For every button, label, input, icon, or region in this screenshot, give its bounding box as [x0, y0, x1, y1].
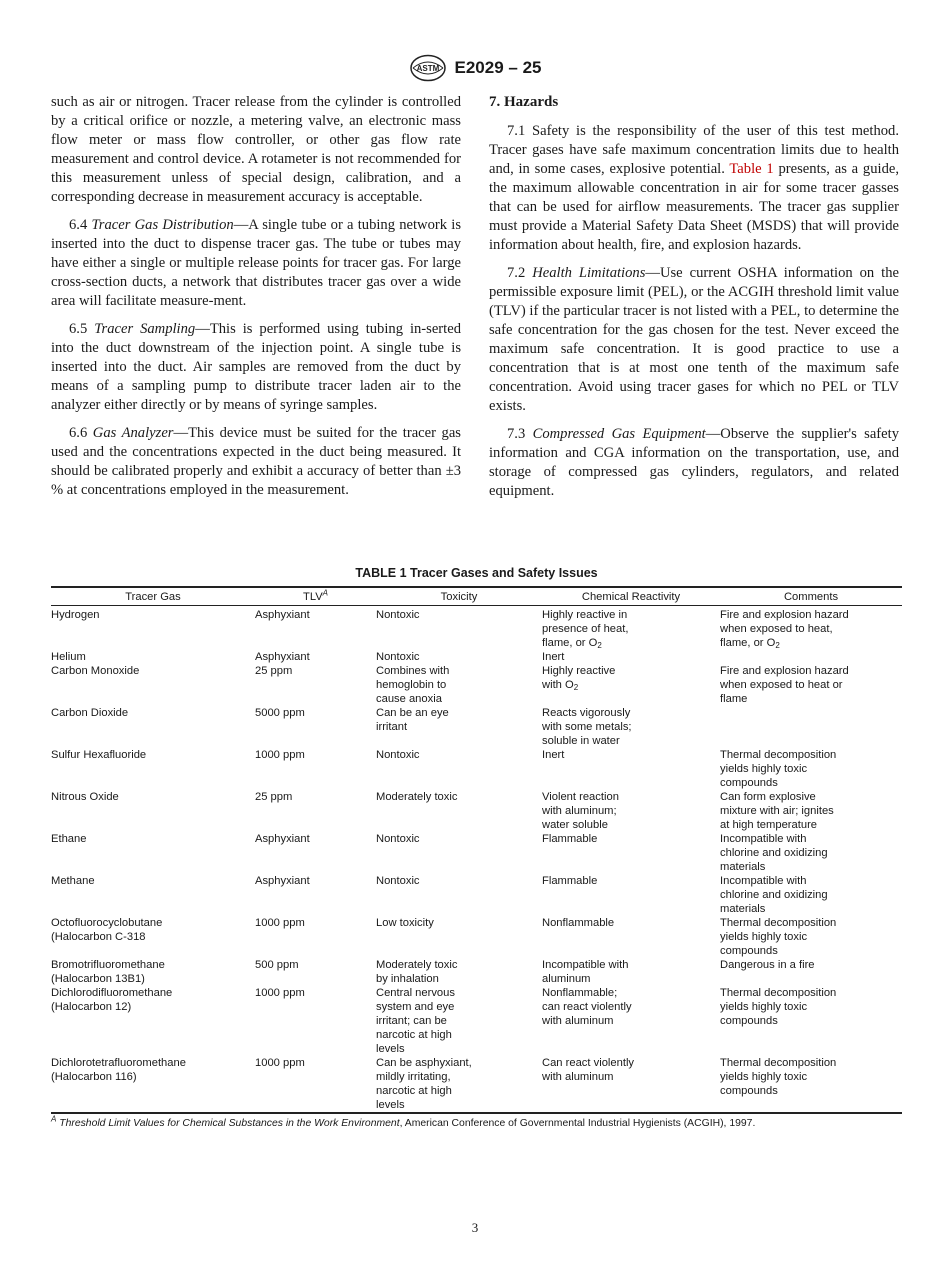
cell-toxicity — [376, 916, 542, 958]
cell-tracer-gas-text: Bromotrifluoromethane (Halocarbon 13B1) — [51, 959, 165, 985]
cell-tlv-text: Asphyxiant — [255, 833, 310, 845]
table-1-link[interactable]: Table 1 — [729, 161, 774, 177]
cell-tracer-gas-text: Helium — [51, 651, 86, 663]
cell-comments-text: Dangerous in a fire — [720, 959, 815, 971]
cell-tracer-gas-text: Methane — [51, 875, 95, 887]
table-row — [51, 748, 902, 790]
cell-tlv-text: Asphyxiant — [255, 609, 310, 621]
cell-chemical-reactivity — [542, 1056, 720, 1113]
cell-toxicity-text: Low toxicity — [376, 917, 434, 929]
table-row — [51, 1056, 902, 1113]
cell-chemical-reactivity-text: Incompatible with aluminum — [542, 959, 629, 985]
cell-chemical-reactivity — [542, 958, 720, 986]
section-text: —Observe the supplier's safety information and CGA information on the transportation, use, and storage of compressed gas cylinders, regulators, and related equipment. — [489, 426, 899, 499]
cell-tracer-gas — [51, 832, 255, 874]
cell-comments-text: Fire and explosion hazard when exposed to heat, flame, or O — [720, 609, 849, 649]
section-number: 6.6 — [69, 425, 88, 441]
table-row — [51, 874, 902, 916]
cell-tracer-gas — [51, 664, 255, 706]
cell-toxicity-text: Nontoxic — [376, 875, 420, 887]
cell-chemical-reactivity-text: Can react violently with aluminum — [542, 1057, 635, 1083]
cell-comments-text: Fire and explosion hazard when exposed to heat or flame — [720, 665, 849, 705]
cell-chemical-reactivity — [542, 606, 720, 651]
cell-toxicity-text: Moderately toxic by inhalation — [376, 959, 458, 985]
cell-tracer-gas-text: Carbon Monoxide — [51, 665, 140, 677]
cell-tlv — [255, 874, 376, 916]
cell-tracer-gas-text: Hydrogen — [51, 609, 100, 621]
cell-tlv — [255, 958, 376, 986]
cell-chemical-reactivity — [542, 986, 720, 1056]
paragraph-6-6 — [51, 424, 461, 500]
document-id: E2029 – 25 — [454, 58, 542, 77]
cell-toxicity — [376, 958, 542, 986]
cell-toxicity — [376, 706, 542, 748]
svg-text:ASTM: ASTM — [416, 64, 439, 73]
cell-comments — [720, 832, 902, 874]
cell-chemical-reactivity-text: Highly reactive with O — [542, 665, 616, 691]
cell-comments — [720, 958, 902, 986]
cell-chemical-reactivity — [542, 916, 720, 958]
cell-tlv-text: 1000 ppm — [255, 749, 305, 761]
footnote-title: Threshold Limit Values for Chemical Substances in the Work Environment — [59, 1118, 400, 1129]
paragraph-7-2 — [489, 264, 899, 416]
cell-tracer-gas — [51, 916, 255, 958]
cell-tracer-gas — [51, 706, 255, 748]
cell-chemical-reactivity — [542, 650, 720, 664]
cell-toxicity — [376, 606, 542, 651]
cell-comments — [720, 1056, 902, 1113]
cell-comments-text: Thermal decomposition yields highly toxic compounds — [720, 749, 837, 789]
cell-tracer-gas — [51, 1056, 255, 1113]
cell-comments-text: Incompatible with chlorine and oxidizing materials — [720, 833, 828, 873]
cell-tlv-text: Asphyxiant — [255, 651, 310, 663]
table-row — [51, 650, 902, 664]
table-body — [51, 606, 902, 1114]
cell-tlv — [255, 986, 376, 1056]
cell-tlv-text: 5000 ppm — [255, 707, 305, 719]
cell-toxicity-text: Can be an eye irritant — [376, 707, 449, 733]
subscript: 2 — [775, 641, 780, 650]
cell-tlv — [255, 832, 376, 874]
section-title: Gas Analyzer — [92, 425, 174, 441]
cell-tracer-gas-text: Dichlorotetrafluoromethane (Halocarbon 116) — [51, 1057, 186, 1083]
cell-toxicity — [376, 748, 542, 790]
cell-toxicity — [376, 1056, 542, 1113]
section-title: Health Limitations — [532, 265, 646, 281]
cell-comments-text: Thermal decomposition yields highly toxic compounds — [720, 987, 837, 1027]
cell-comments — [720, 916, 902, 958]
cell-tracer-gas-text: Octofluorocyclobutane (Halocarbon C-318 — [51, 917, 163, 943]
cell-comments — [720, 706, 902, 748]
cell-toxicity-text: Nontoxic — [376, 609, 420, 621]
section-text: presents, as a guide, the maximum allowable concentration in air for some tracer gasses that can be used for airflow measurements. The tracer gas supplier must provide a Material Safety Data Sheet (MSDS) that will provide information about health, fire, and explosion hazards. — [489, 161, 900, 253]
cell-chemical-reactivity — [542, 748, 720, 790]
tracer-gas-table-section — [51, 566, 902, 1129]
cell-tlv-text: 1000 ppm — [255, 917, 305, 929]
cell-chemical-reactivity — [542, 874, 720, 916]
cell-toxicity — [376, 874, 542, 916]
cell-toxicity-text: Central nervous system and eye irritant; can be narcotic at high levels — [376, 987, 455, 1055]
cell-tracer-gas-text: Sulfur Hexafluoride — [51, 749, 147, 761]
section-number: 6.4 — [69, 217, 88, 233]
cell-chemical-reactivity-text: Inert — [542, 749, 565, 761]
subscript: 2 — [597, 641, 602, 650]
cell-toxicity-text: Nontoxic — [376, 651, 420, 663]
column-header-tracer-gas: Tracer Gas — [51, 587, 255, 606]
cell-chemical-reactivity-text: Inert — [542, 651, 565, 663]
cell-tlv-text: 25 ppm — [255, 791, 293, 803]
left-column — [51, 93, 461, 509]
cell-tracer-gas — [51, 790, 255, 832]
table-row — [51, 790, 902, 832]
section-text: —A single tube or a tubing network is inserted into the duct to dispense tracer gas. The tube or tubes may have either a single or multiple release points for tracer gas. For large cross-section ducts, a network that distributes tracer gas over a wide area will facilitate measure-ment. — [51, 217, 462, 309]
right-column — [489, 93, 899, 510]
paragraph-6-5 — [51, 320, 461, 415]
cell-tlv — [255, 706, 376, 748]
subscript: 2 — [573, 683, 579, 692]
table-header-row — [51, 587, 902, 606]
footnote-marker: A — [51, 1114, 57, 1124]
cell-toxicity-text: Combines with hemoglobin to cause anoxia — [376, 665, 450, 705]
paragraph-7-1 — [489, 122, 899, 255]
table-row — [51, 706, 902, 748]
cell-comments — [720, 650, 902, 664]
cell-comments — [720, 790, 902, 832]
cell-comments-text: Thermal decomposition yields highly toxic compounds — [720, 917, 837, 957]
cell-toxicity — [376, 790, 542, 832]
cell-chemical-reactivity — [542, 790, 720, 832]
cell-comments-text: Thermal decomposition yields highly toxic compounds — [720, 1057, 837, 1097]
cell-chemical-reactivity-text: Flammable — [542, 833, 598, 845]
cell-chemical-reactivity-text: Nonflammable — [542, 917, 615, 929]
cell-comments-text: Incompatible with chlorine and oxidizing materials — [720, 875, 828, 915]
cell-tlv-text: 1000 ppm — [255, 987, 305, 999]
cell-tlv — [255, 606, 376, 651]
table-row — [51, 916, 902, 958]
section-heading-hazards: 7. Hazards — [489, 94, 559, 110]
footnote-text: , American Conference of Governmental Industrial Hygienists (ACGIH), 1997. — [399, 1118, 756, 1129]
cell-comments — [720, 874, 902, 916]
cell-toxicity-text: Can be asphyxiant, mildly irritating, narcotic at high levels — [376, 1057, 472, 1111]
paragraph-6-4 — [51, 216, 461, 311]
cell-tlv-text: 25 ppm — [255, 665, 293, 677]
paragraph-6-3-continuation: such as air or nitrogen. Tracer release from the cylinder is controlled by a critical orifice or nozzle, a metering valve, an electronic mass flow meter or mass flow controller, or other gas flow rate measurement and control device. A rotameter is not recommended for this measurement unless of special design, calibration, and a corresponding decrease in measurement accuracy is acceptable. — [51, 94, 461, 205]
cell-chemical-reactivity-text: Highly reactive in presence of heat, flame, or O — [542, 609, 629, 649]
cell-toxicity-text: Moderately toxic — [376, 791, 458, 803]
cell-tracer-gas-text: Nitrous Oxide — [51, 791, 119, 803]
footnote-marker: A — [322, 588, 329, 598]
section-title: Tracer Sampling — [94, 321, 196, 337]
cell-tlv-text: 500 ppm — [255, 959, 299, 971]
cell-chemical-reactivity — [542, 664, 720, 706]
section-title: Compressed Gas Equipment — [532, 426, 706, 442]
cell-toxicity — [376, 832, 542, 874]
cell-chemical-reactivity-text: Nonflammable; can react violently with aluminum — [542, 987, 632, 1027]
section-text: —Use current OSHA information on the permissible exposure limit (PEL), or the ACGIH threshold limit value (TLV) if the particular tracer is not listed with a PEL, to determine the safe concentration for the gas chosen for the test. Never exceed the maximum safe concentration. It is good practice to use a concentration that is at most one tenth of the maximum safe concentration. Avoid using tracer gases for which no PEL or TLV exists. — [489, 265, 899, 414]
cell-tlv-text: 1000 ppm — [255, 1057, 305, 1069]
cell-comments — [720, 606, 902, 651]
section-text: —This device must be suited for the tracer gas used and the concentrations expected in the duct being measured. It should be calibrated properly and exhibit a accuracy of better than ±3 % at concentrations employed in the measurement. — [51, 425, 461, 498]
cell-chemical-reactivity-text: Flammable — [542, 875, 598, 887]
cell-comments-text: Can form explosive mixture with air; ignites at high temperature — [720, 791, 834, 831]
table-row — [51, 664, 902, 706]
cell-tlv-text: Asphyxiant — [255, 875, 310, 887]
cell-chemical-reactivity-text: Violent reaction with aluminum; water soluble — [542, 791, 619, 831]
cell-tlv — [255, 916, 376, 958]
table-row — [51, 986, 902, 1056]
cell-toxicity — [376, 986, 542, 1056]
section-title: Tracer Gas Distribution — [91, 217, 234, 233]
cell-tracer-gas-text: Dichlorodifluoromethane (Halocarbon 12) — [51, 987, 173, 1013]
cell-comments — [720, 664, 902, 706]
section-number: 7.2 — [507, 265, 526, 281]
section-text: 7.1 Safety is the responsibility of the user of this test method. Tracer gases have safe maximum concentration limits due to health and, in some cases, explosive potential. — [489, 123, 899, 177]
section-number: 7.3 — [507, 426, 526, 442]
tracer-gas-table — [51, 586, 902, 1114]
cell-tracer-gas — [51, 748, 255, 790]
section-number: 6.5 — [69, 321, 88, 337]
column-header-chemical-reactivity: Chemical Reactivity — [542, 587, 720, 606]
cell-tlv — [255, 748, 376, 790]
cell-chemical-reactivity-text: Reacts vigorously with some metals; soluble in water — [542, 707, 632, 747]
cell-chemical-reactivity — [542, 832, 720, 874]
paragraph-7-3 — [489, 425, 899, 501]
cell-tlv — [255, 650, 376, 664]
table-row — [51, 606, 902, 651]
astm-logo-icon — [409, 54, 447, 82]
cell-tracer-gas — [51, 606, 255, 651]
table-title: TABLE 1 Tracer Gases and Safety Issues — [355, 566, 598, 580]
column-header-comments: Comments — [720, 587, 902, 606]
cell-tlv — [255, 790, 376, 832]
cell-tlv — [255, 664, 376, 706]
cell-tracer-gas-text: Ethane — [51, 833, 87, 845]
cell-tracer-gas — [51, 986, 255, 1056]
section-text: —This is performed using tubing in-serted into the duct downstream of the injection point. A single tube is inserted into the duct. Air samples are removed from the duct by means of a sampling pump to distribute tracer laden air to the analyzer either directly or by means of syringe samples. — [51, 321, 461, 413]
page-header — [0, 54, 950, 84]
cell-tracer-gas — [51, 650, 255, 664]
table-row — [51, 958, 902, 986]
cell-comments — [720, 748, 902, 790]
page-number: 3 — [471, 1220, 479, 1235]
cell-toxicity-text: Nontoxic — [376, 833, 420, 845]
cell-tlv — [255, 1056, 376, 1113]
table-row — [51, 832, 902, 874]
column-header-toxicity: Toxicity — [376, 587, 542, 606]
cell-toxicity — [376, 650, 542, 664]
cell-toxicity-text: Nontoxic — [376, 749, 420, 761]
tlv-label: TLV — [302, 591, 323, 603]
cell-chemical-reactivity — [542, 706, 720, 748]
cell-tracer-gas-text: Carbon Dioxide — [51, 707, 129, 719]
cell-tracer-gas — [51, 958, 255, 986]
table-footnote — [51, 1114, 902, 1129]
column-header-tlv — [255, 587, 376, 606]
cell-comments — [720, 986, 902, 1056]
cell-toxicity — [376, 664, 542, 706]
cell-tracer-gas — [51, 874, 255, 916]
